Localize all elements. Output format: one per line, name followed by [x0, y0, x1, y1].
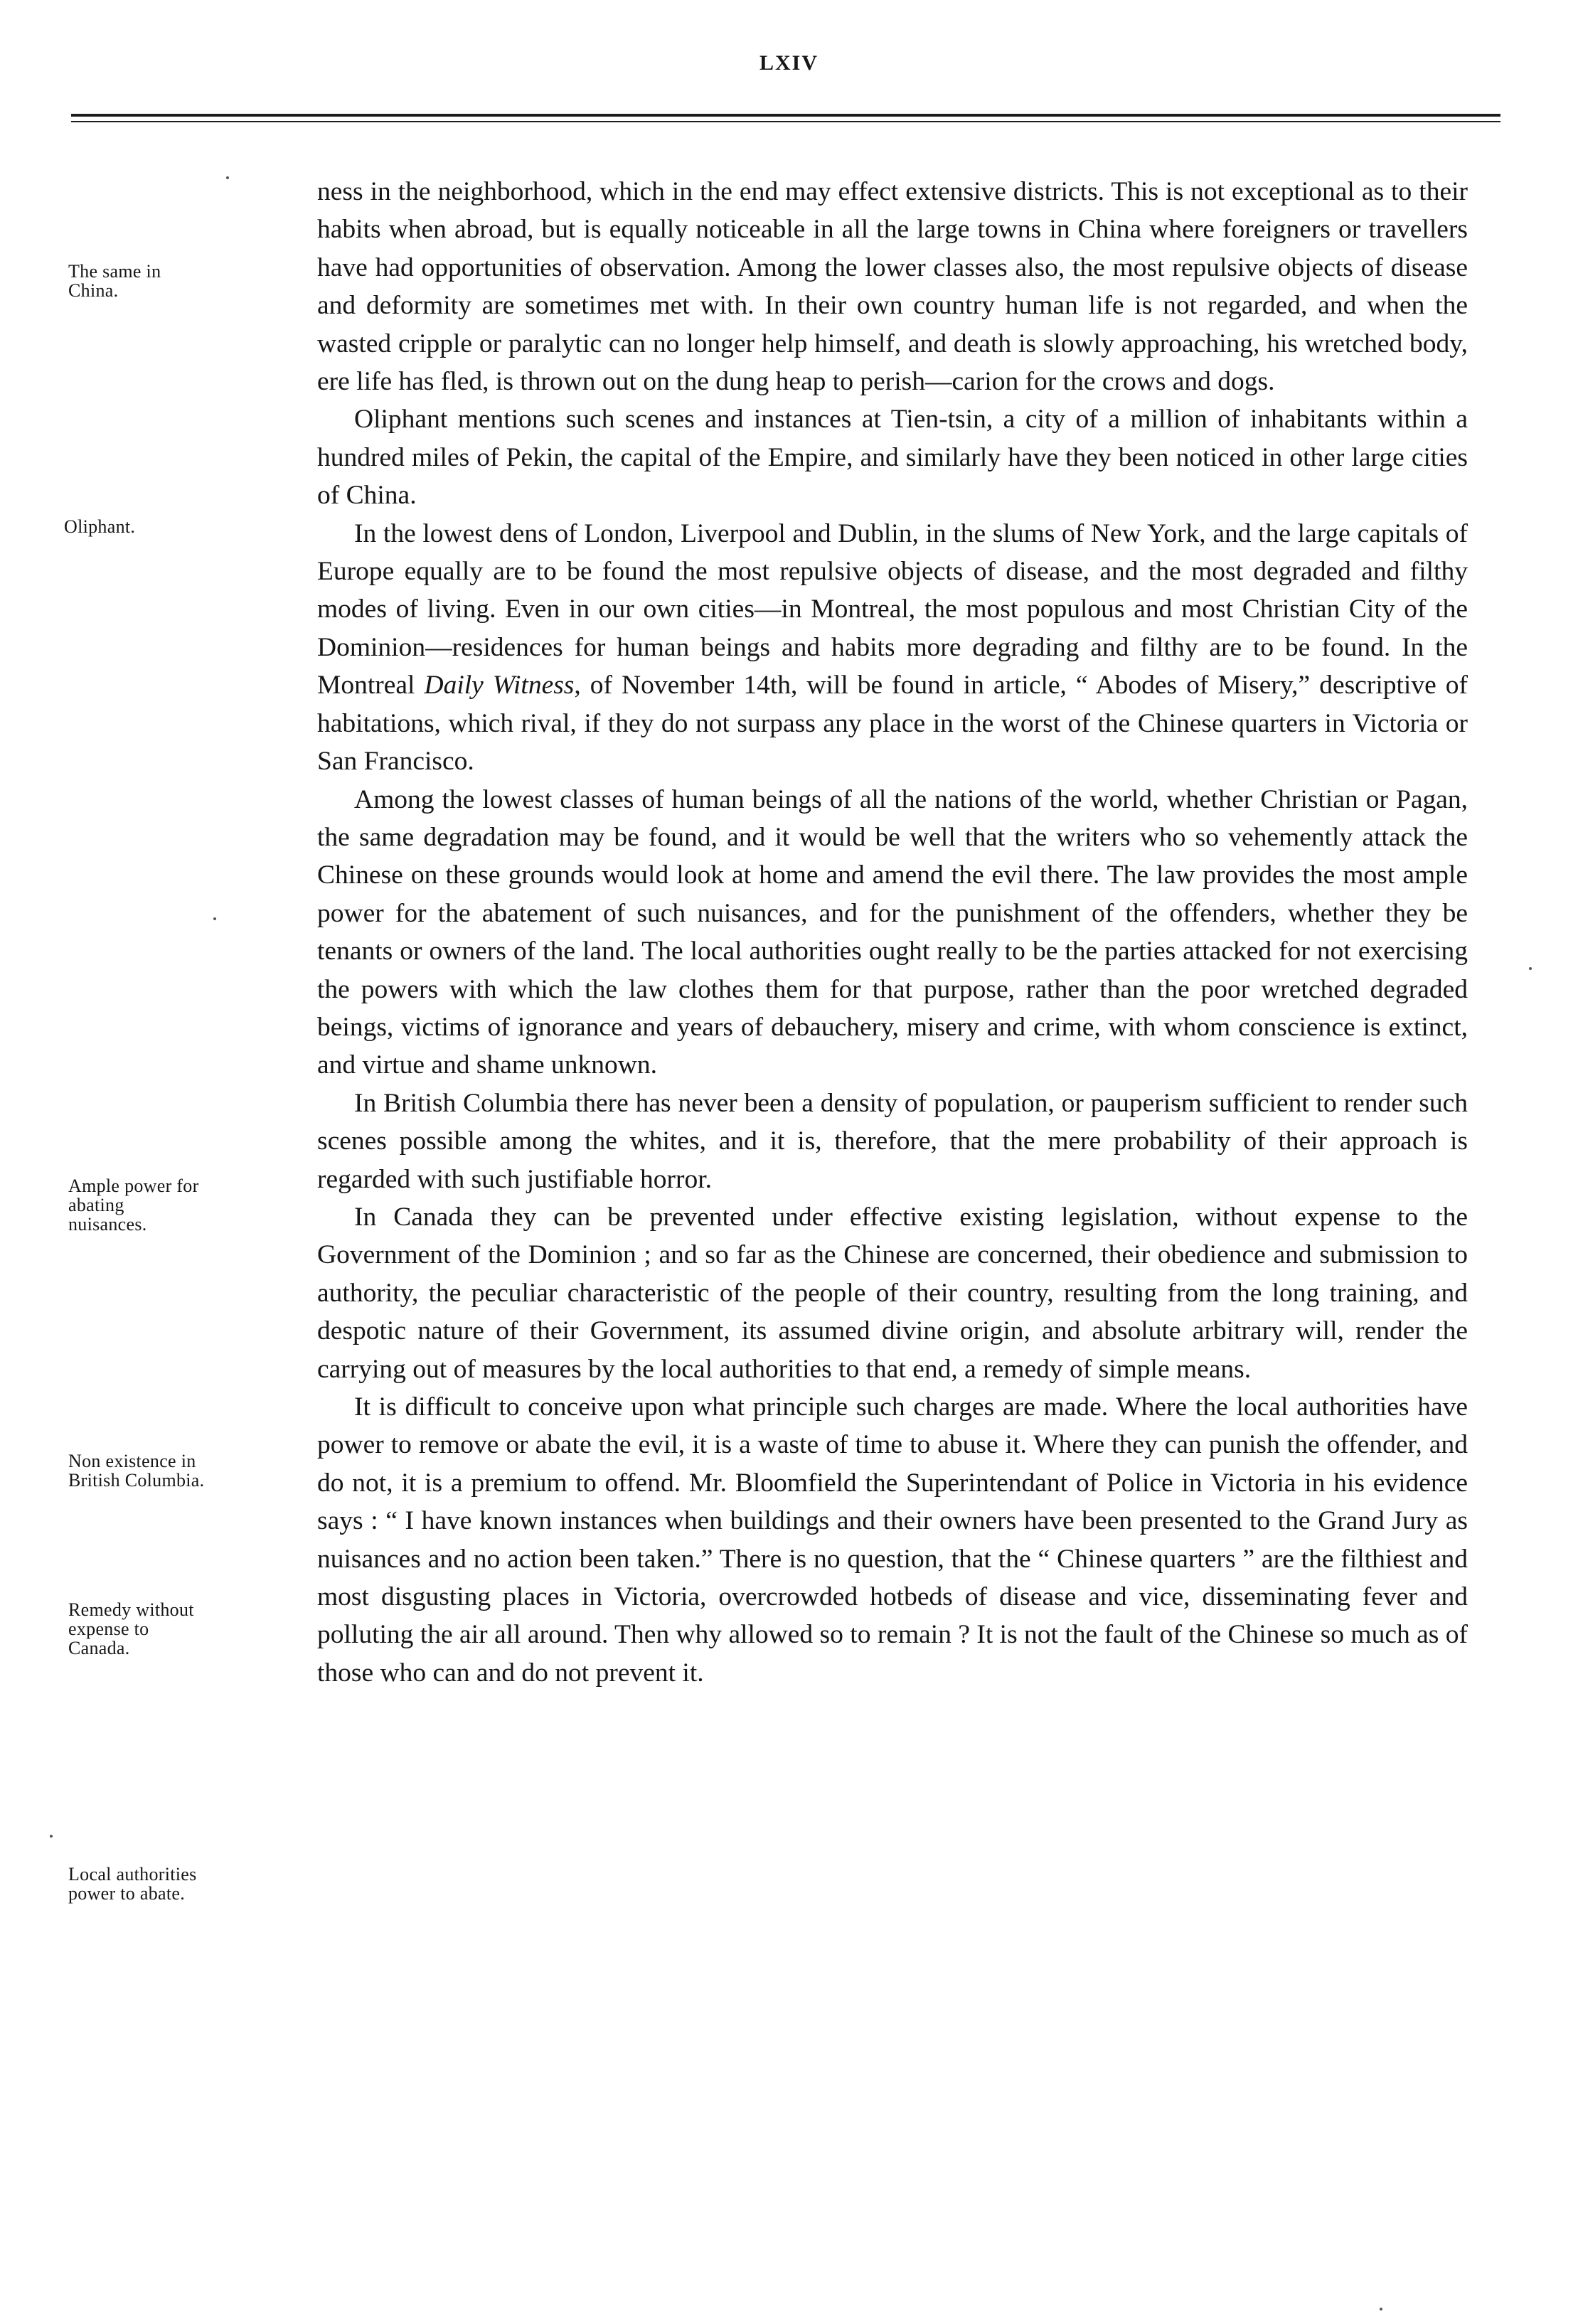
margin-note-ample-power: [68, 1176, 310, 1234]
margin-note-non-existence: [68, 1451, 310, 1490]
margin-note-line: The same in: [68, 261, 161, 282]
paragraph: [317, 1084, 1468, 1198]
margin-note-remedy: [68, 1600, 310, 1658]
newspaper-title: Daily Witness: [424, 671, 575, 700]
paragraph: [317, 1198, 1468, 1388]
margin-note-line: Remedy without: [68, 1599, 194, 1620]
scan-speck: [213, 917, 216, 920]
paragraph-text: In the lowest dens of London, Liverpool and Dublin, in the slums of New York, and the large capitals of Europe equally are to be found the most repulsive objects of disease, and the most degraded and filthy modes of living. Even in our own cities—in Montreal, the most populous and most Christian City of the Dominion—residences for human beings and habits more degrading and filthy are to be found. In the Montreal: [317, 518, 1468, 700]
margin-note-line: Oliphant.: [64, 516, 136, 537]
paragraph-text: ness in the neighborhood, which in the end may effect extensive districts. This is not exceptional as to their habits when abroad, but is equally noticeable in all the large towns in China where foreigners or travellers have had opportunities of observation. Among the lower classes also, the most repulsive objects of disease and deformity are sometimes met with. In their own country human life is not regarded, and when the wasted cripple or paralytic can no longer help himself, and death is slowly approaching, his wretched body, ere life has fled, is thrown out on the dung heap to perish—carion for the crows and dogs.: [317, 177, 1468, 397]
margin-note-line: British Columbia.: [68, 1470, 205, 1491]
margin-note-local-authorities: [68, 1865, 310, 1903]
margin-note-same-in-china: [68, 262, 310, 300]
margin-note-line: Local authorities: [68, 1864, 197, 1885]
paragraph: [317, 781, 1468, 1084]
paragraph-text: It is difficult to conceive upon what principle such charges are made. Where the local authorities have power to remove or abate the evil, it is a waste of time to abuse it. Where they can punish the offender, and do not, it is a premium to offend. Mr. Bloomfield the Superintendant of Police in Victoria in his evidence says : “ I have known instances when buildings and their owners have been presented to the Grand Jury as nuisances and no action been taken.” There is no question, that the “ Chinese quarters ” are the filthiest and most disgusting places in Victoria, overcrowded hotbeds of disease and vice, disseminating fever and polluting the air all around. Then why allowed so to remain ? It is not the fault of the Chinese so much as of those who can and do not prevent it.: [317, 1392, 1468, 1688]
paragraph-text: Oliphant mentions such scenes and instances at Tien-tsin, a city of a million of inhabitants within a hundred miles of Pekin, the capital of the Empire, and similarly have they been noticed in other large cities of China.: [317, 405, 1468, 511]
paragraph: [317, 515, 1468, 781]
margin-note-line: Ample power for: [68, 1176, 199, 1196]
margin-note-line: Non existence in: [68, 1451, 196, 1471]
paragraph: [317, 1388, 1468, 1692]
paragraph: [317, 400, 1468, 514]
page-number: LXIV: [759, 51, 819, 75]
paragraph: [317, 173, 1468, 400]
scan-speck: [50, 1835, 53, 1838]
margin-note-line: Canada.: [68, 1638, 130, 1658]
margin-note-line: nuisances.: [68, 1214, 147, 1235]
paragraph-text: In Canada they can be prevented under effective existing legislation, without expense to the Government of the Dominion ; and so far as the Chinese are concerned, their obedience and submission to authority, the peculiar characteristic of the people of their country, resulting from the long training, and despotic nature of their Government, its assumed divine origin, and absolute arbitrary will, render the carrying out of measures by the local authorities to that end, a remedy of simple means.: [317, 1202, 1468, 1384]
paragraph-text: Among the lowest classes of human beings of all the nations of the world, whether Christian or Pagan, the same degradation may be found, and it would be well that the writers who so vehemently attack the Chinese on these grounds would look at home and amend the evil there. The law provides the most ample power for the abatement of such nuisances, and for the punishment of the offenders, whether they be tenants or owners of the land. The local authorities ought really to be the parties attacked for not exercising the powers with which the law clothes them for that purpose, rather than the poor wretched degraded beings, victims of ignorance and years of debauchery, misery and crime, with whom conscience is extinct, and virtue and shame unknown.: [317, 784, 1468, 1080]
margin-notes: [0, 0, 313, 2324]
scan-speck: [1529, 967, 1532, 970]
margin-note-oliphant: [64, 517, 306, 536]
main-text: [317, 173, 1468, 1692]
margin-note-line: expense to: [68, 1619, 149, 1639]
margin-note-line: abating: [68, 1195, 124, 1215]
paragraph-text: , of November 14th, will be found in article, “ Abodes of Misery,” descriptive of habitations, which rival, if they do not surpass any place in the worst of the Chinese quarters in Victoria or San Francisco.: [317, 671, 1468, 777]
margin-note-line: power to abate.: [68, 1883, 186, 1904]
paragraph-text: In British Columbia there has never been a density of population, or pauperism sufficient to render such scenes possible among the whites, and it is, therefore, that the mere probability of their approach is regarded with such justifiable horror.: [317, 1088, 1468, 1194]
scan-speck: [1380, 2308, 1382, 2310]
scan-speck: [226, 176, 229, 179]
margin-note-line: China.: [68, 280, 119, 301]
